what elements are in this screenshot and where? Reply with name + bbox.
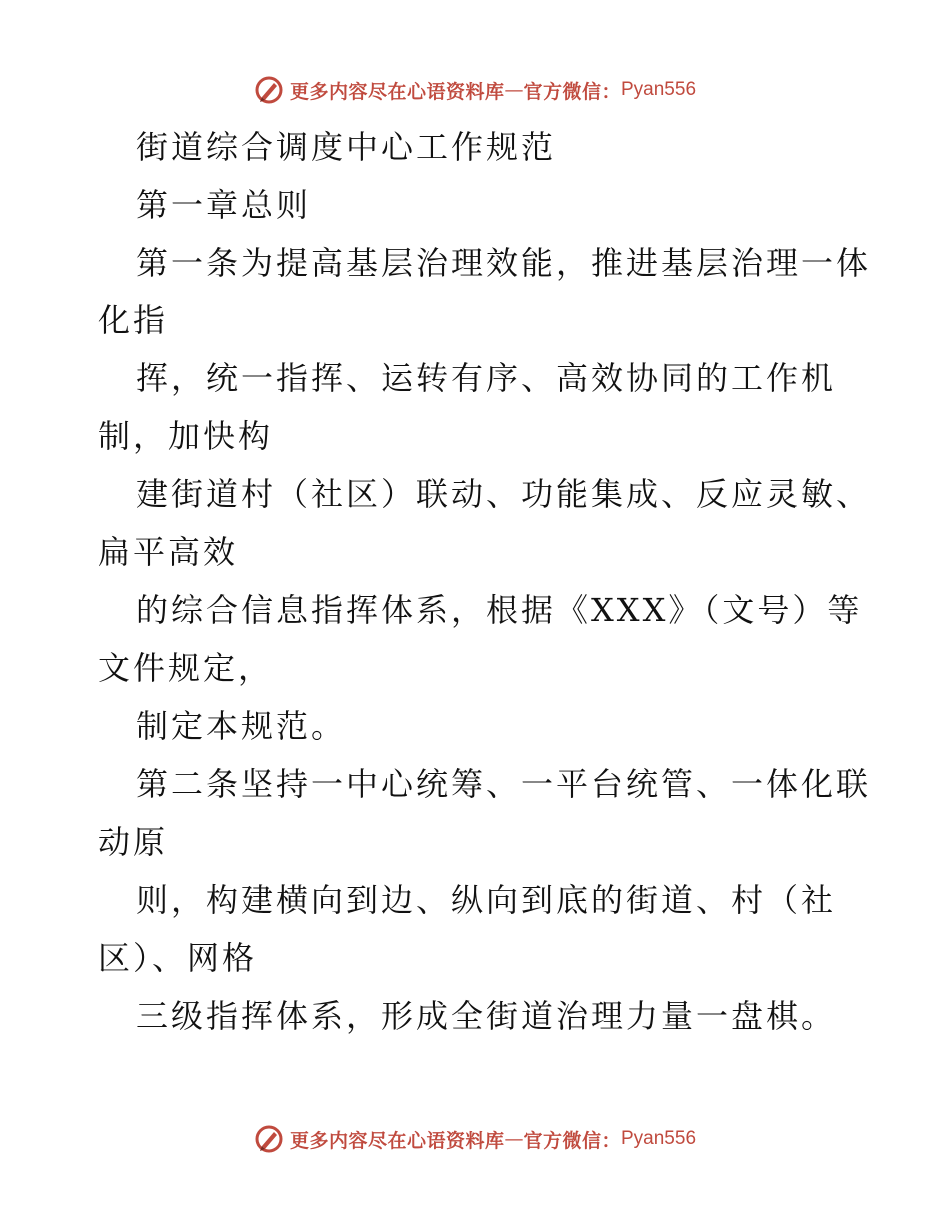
paragraph-line: 制，加快构	[98, 417, 274, 455]
watermark-text: 更多内容尽在心语资料库	[289, 1129, 505, 1152]
watermark-text: 更多内容尽在心语资料库	[289, 80, 505, 103]
watermark-separator: —	[504, 1128, 524, 1150]
pen-logo-icon	[254, 1124, 284, 1154]
paragraph-line: 挥，统一指挥、运转有序、高效协同的工作机	[136, 359, 837, 397]
paragraph-line: 建街道村（社区）联动、功能集成、反应灵敏、	[136, 475, 872, 513]
paragraph-line: 第二条坚持一中心统筹、一平台统管、一体化联	[136, 765, 872, 803]
paragraph-line: 的综合信息指挥体系，根据《XXX》（文号）等	[136, 591, 863, 629]
paragraph-line: 区）、网格	[98, 939, 258, 977]
paragraph-line: 第一条为提高基层治理效能，推进基层治理一体	[136, 244, 872, 282]
watermark-separator: —	[504, 79, 524, 101]
footer-watermark	[0, 1121, 950, 1157]
paragraph-line: 文件规定，	[98, 649, 274, 687]
chapter-heading: 第一章总则	[136, 186, 312, 224]
paragraph-line: 化指	[98, 301, 169, 339]
watermark-wechat-label: 官方微信：	[523, 80, 621, 103]
paragraph-line: 扁平高效	[98, 533, 239, 571]
watermark-wechat-id: Pyan556	[621, 79, 697, 100]
document-title: 街道综合调度中心工作规范	[136, 128, 557, 166]
paragraph-line: 制定本规范。	[136, 707, 347, 745]
pen-logo-icon	[254, 75, 284, 105]
paragraph-line: 动原	[98, 823, 169, 861]
header-watermark	[0, 72, 950, 108]
paragraph-line: 则，构建横向到边、纵向到底的街道、村（社	[136, 881, 837, 919]
watermark-wechat-label: 官方微信：	[523, 1129, 621, 1152]
paragraph-line: 三级指挥体系，形成全街道治理力量一盘棋。	[136, 997, 837, 1035]
watermark-wechat-id: Pyan556	[621, 1128, 697, 1149]
